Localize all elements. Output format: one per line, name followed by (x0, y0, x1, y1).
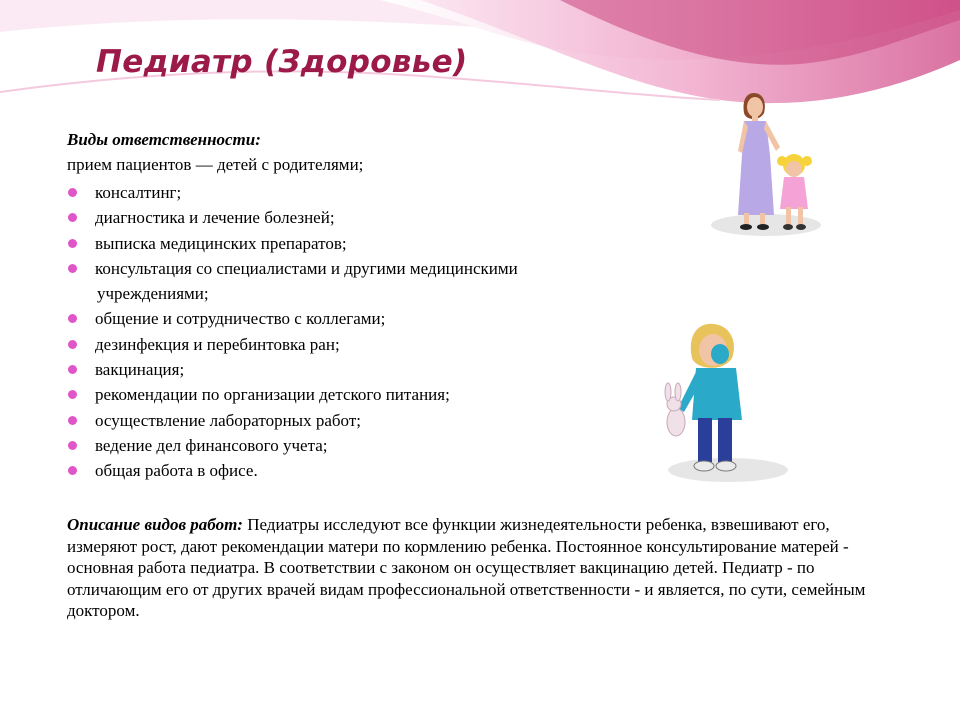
list-item (67, 180, 518, 205)
list-item (67, 458, 518, 483)
bullet-icon (68, 441, 77, 450)
list-item-text: вакцинация; (95, 360, 185, 380)
responsibilities-lead: прием пациентов — детей с родителями; (67, 155, 364, 174)
list-item-text: рекомендации по организации детского питания; (95, 385, 450, 405)
list-item-text: общение и сотрудничество с коллегами; (95, 309, 386, 329)
list-item (67, 408, 518, 433)
bullet-icon (68, 314, 77, 323)
list-item (67, 256, 518, 281)
list-item (67, 357, 518, 382)
list-item-continuation (67, 281, 518, 306)
list-item-text: осуществление лабораторных работ; (95, 410, 361, 430)
bullet-icon (68, 239, 77, 248)
page-title: Педиатр (Здоровье) (96, 44, 468, 80)
work-description-label: Описание видов работ: (67, 515, 243, 534)
list-item (67, 306, 518, 331)
list-item-text: консалтинг; (95, 183, 182, 202)
child-with-toy-illustration (638, 310, 788, 490)
bullet-icon (68, 213, 77, 222)
list-item-text: дезинфекция и перебинтовка ран; (95, 334, 340, 354)
bullet-icon (68, 188, 77, 197)
list-item (67, 433, 518, 458)
list-item-text: общая работа в офисе. (95, 461, 258, 481)
work-description-text: Педиатры исследуют все функции жизнедеятельности ребенка, взвешивают его, измеряют рост, дают рекомендации матери по кормлению ребенка. Постоянное консультирование матерей - основная работа педиатра. В соответствии с законом он осуществляет вакцинацию детей. Педиатр - по отличающим его от других врачей видам профессиональной ответственности - и является, по сути, семейным доктором. (67, 515, 866, 621)
bullet-icon (68, 416, 77, 425)
list-item (67, 231, 518, 256)
list-item (67, 205, 518, 230)
list-item-text: консультация со специалистами и другими медицинскими (95, 258, 518, 278)
bullet-icon (68, 466, 77, 475)
bullet-icon (68, 365, 77, 374)
list-item-text: диагностика и лечение болезней; (95, 208, 335, 228)
responsibilities-list (67, 180, 518, 484)
bullet-icon (68, 390, 77, 399)
list-item (67, 332, 518, 357)
bullet-icon (68, 340, 77, 349)
responsibilities-heading: Виды ответственности: (67, 130, 261, 149)
list-item-text: учреждениями; (97, 284, 209, 304)
mother-and-child-illustration (704, 85, 834, 245)
bullet-icon (68, 264, 77, 273)
list-item-text: выписка медицинских препаратов; (95, 233, 347, 253)
list-item-text: ведение дел финансового учета; (95, 435, 328, 455)
work-description (67, 514, 887, 622)
list-item (67, 382, 518, 407)
